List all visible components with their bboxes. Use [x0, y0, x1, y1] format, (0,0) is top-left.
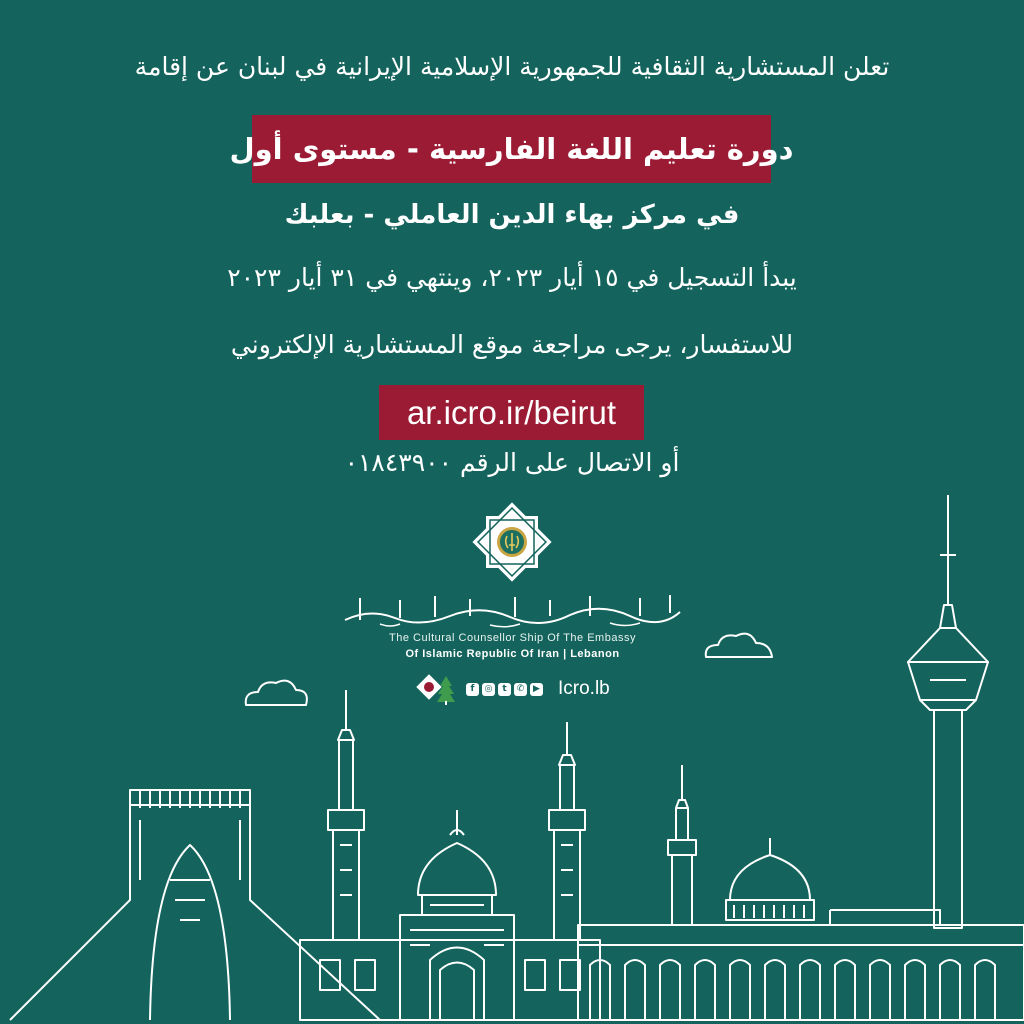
skyline-illustration — [0, 480, 1024, 1024]
cloud-icon — [246, 681, 307, 705]
english-name-line1: The Cultural Counsellor Ship Of The Embassy — [389, 632, 636, 644]
course-title: دورة تعليم اللغة الفارسية - مستوى أول — [229, 132, 794, 166]
dome-outline — [726, 838, 814, 920]
facebook-icon[interactable]: f — [466, 683, 479, 696]
cloud-icon — [706, 634, 772, 657]
whatsapp-icon[interactable]: ✆ — [514, 683, 527, 696]
minaret-outline — [668, 765, 696, 925]
social-handle[interactable]: Icro.lb — [558, 678, 610, 699]
milad-tower-outline — [908, 495, 988, 928]
inquiry-text: للاستفسار، يرجى مراجعة موقع المستشارية الإلكتروني — [230, 330, 794, 359]
shrine-dome-outline — [400, 810, 514, 1020]
website-link-banner[interactable] — [379, 385, 644, 440]
minaret-outline — [328, 690, 364, 940]
registration-dates-text: يبدأ التسجيل في ١٥ أيار ٢٠٢٣، وينتهي في ٣١ أيار ٢٠٢٣ — [227, 263, 797, 292]
website-url[interactable]: ar.icro.ir/beirut — [406, 393, 617, 431]
youtube-icon[interactable]: ▶ — [530, 683, 543, 696]
minaret-outline — [549, 722, 585, 940]
instagram-icon[interactable]: ◎ — [482, 683, 495, 696]
twitter-icon[interactable]: t — [498, 683, 511, 696]
course-title-banner — [229, 115, 794, 183]
azadi-tower-outline — [10, 790, 380, 1020]
mosque-facade-outline — [300, 940, 600, 1020]
phone-text: أو الاتصال على الرقم ٠١٨٤٣٩٠٠ — [344, 448, 680, 477]
intro-text: تعلن المستشارية الثقافية للجمهورية الإسلامية الإيرانية في لبنان عن إقامة — [134, 52, 890, 81]
english-name-line2: Of Islamic Republic Of Iran | Lebanon — [405, 648, 620, 660]
arcade-facade-outline — [578, 910, 1024, 1020]
venue-text: في مركز بهاء الدين العاملي - بعلبك — [284, 200, 740, 230]
